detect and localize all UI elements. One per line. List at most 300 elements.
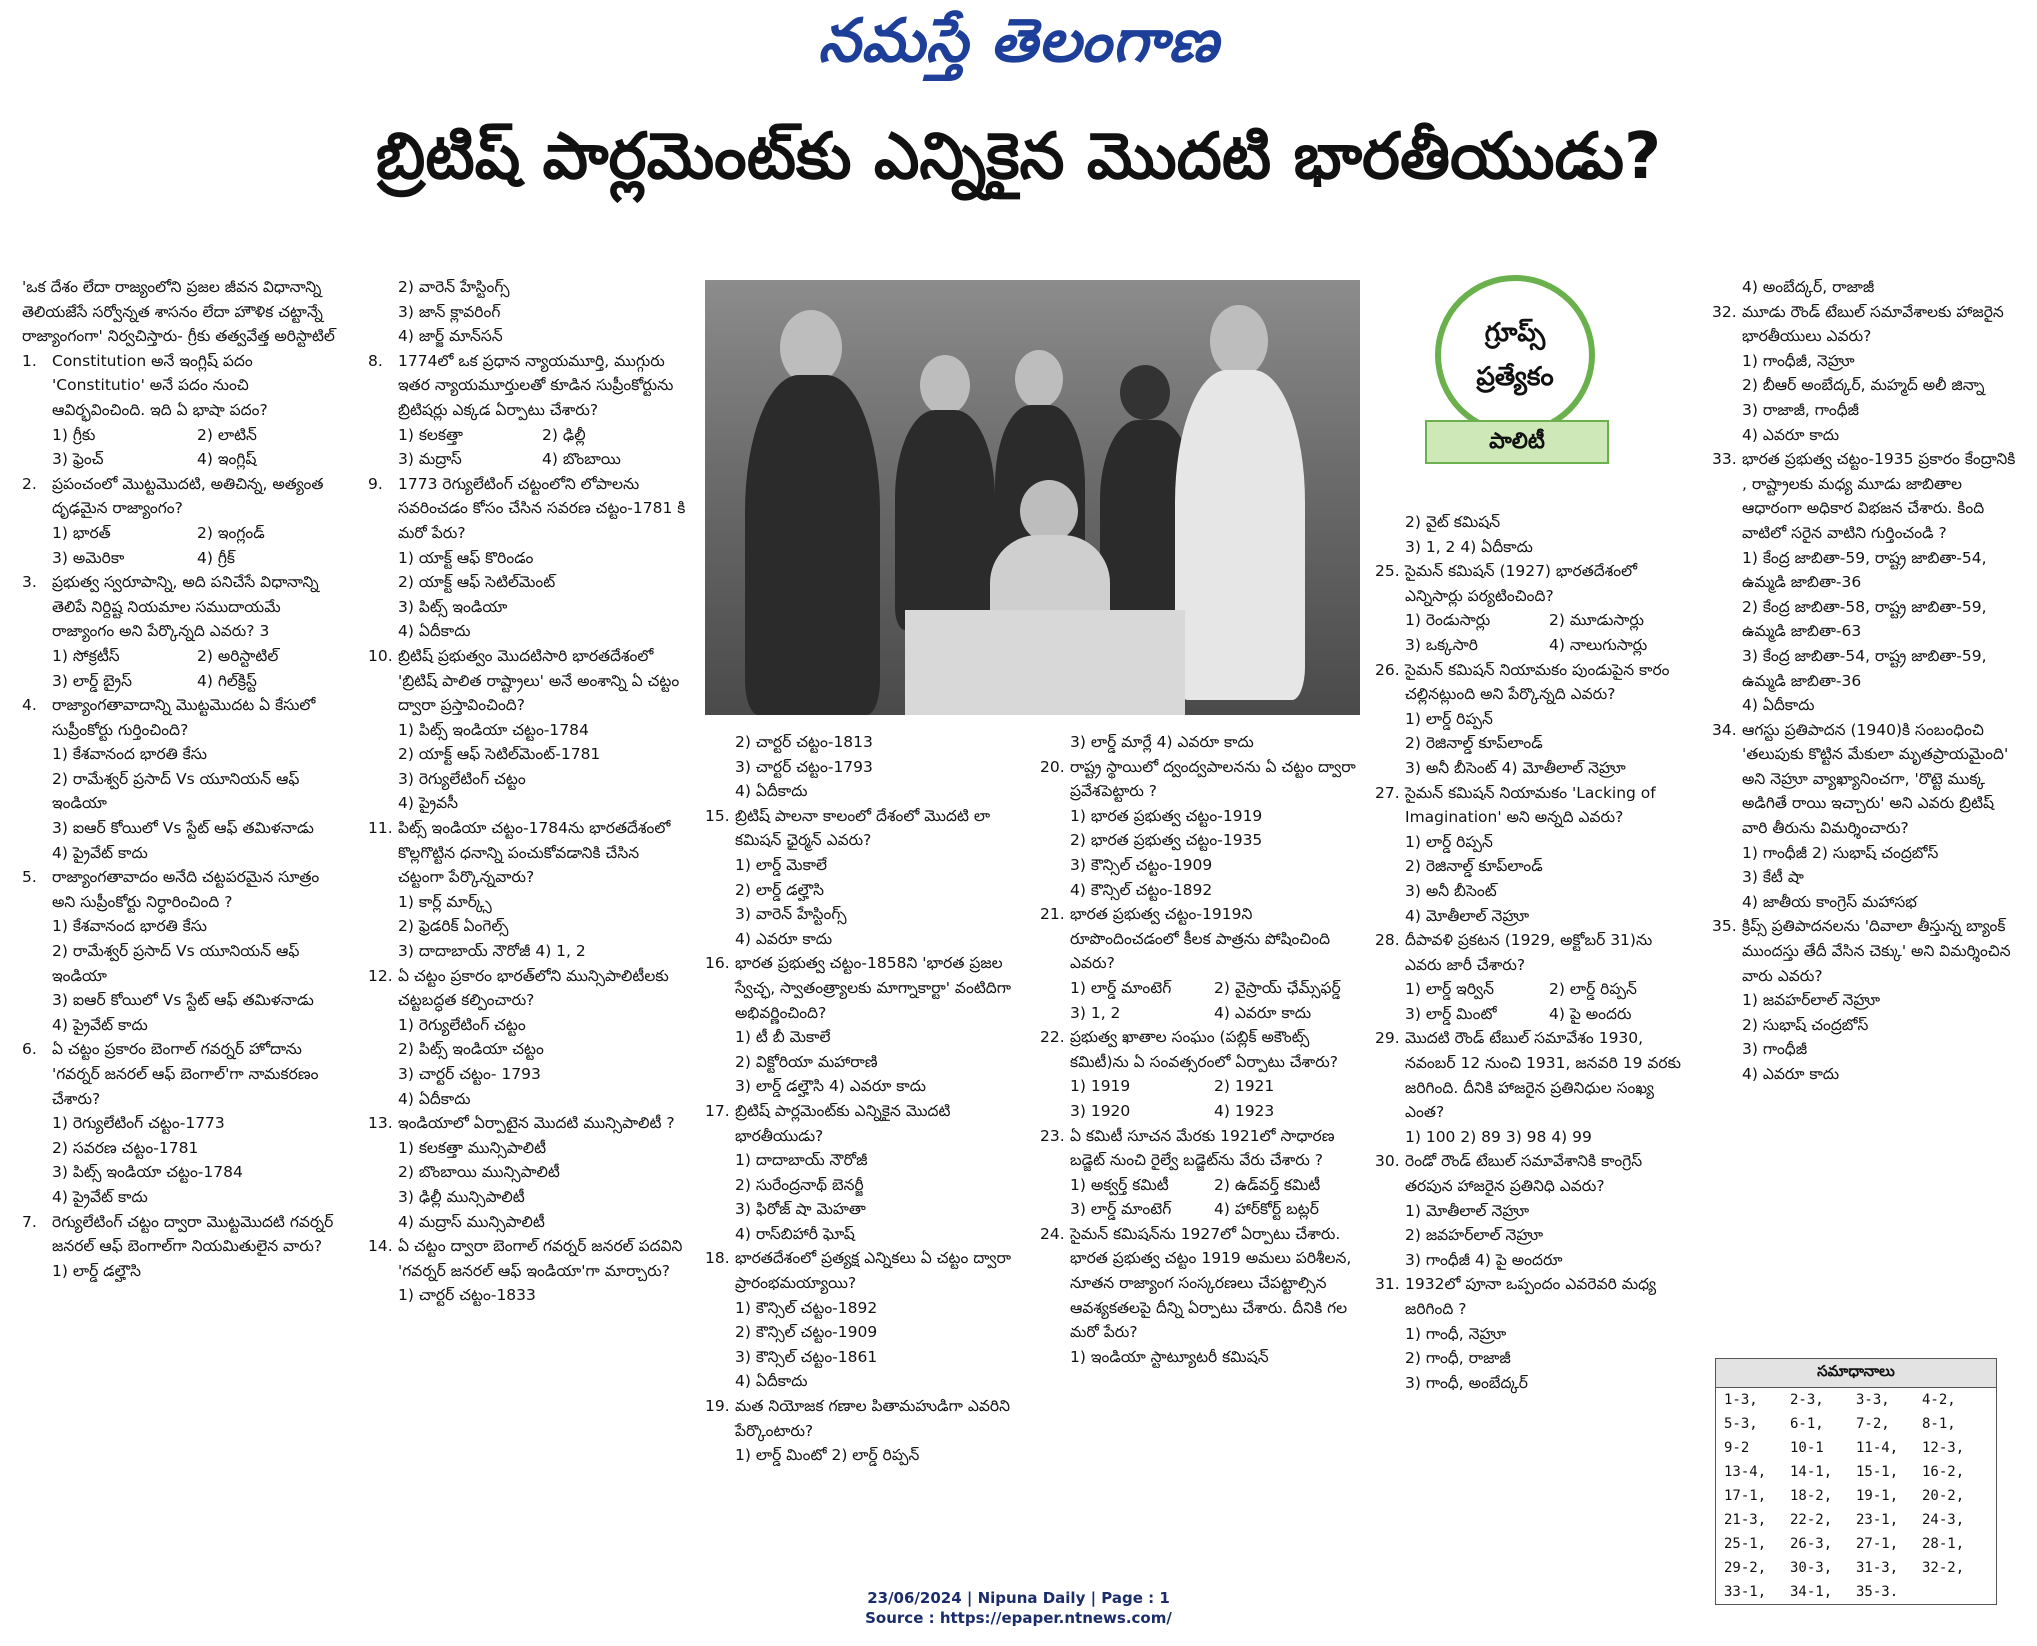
question-number: 16. xyxy=(705,954,730,973)
option-row xyxy=(1375,1002,1693,1027)
option-item: 1) గాంధీజీ 2) సుభాష్ చంద్రబోస్ xyxy=(1742,843,1939,862)
question-item xyxy=(368,964,686,1013)
answer-item: 10-1 xyxy=(1790,1440,1824,1456)
question-number: 1. xyxy=(22,351,37,370)
question-text: 1773 రెగ్యులేటింగ్ చట్టంలోని లోపాలను సవరించడం కోసం చేసిన సవరణ చట్టం-1781 కి మరో పేరు? xyxy=(398,474,686,542)
page-headline: బ్రిటిష్ పార్లమెంట్‌కు ఎన్నికైన మొదటి భారతీయుడు? xyxy=(375,120,1662,194)
question-number: 28. xyxy=(1375,931,1400,950)
answer-item: 30-3, xyxy=(1790,1560,1833,1576)
question-item xyxy=(368,644,686,718)
option-item: 1) 100 2) 89 3) 98 4) 99 xyxy=(1405,1127,1592,1146)
option-item: 3) రెగ్యులేటింగ్ చట్టం xyxy=(398,769,526,788)
question-item xyxy=(1375,928,1693,977)
question-item xyxy=(705,1394,1023,1443)
question-text: పిట్స్ ఇండియా చట్టం-1784ను భారతదేశంలో కొల్లగొట్టిన ధనాన్ని పంచుకోవడానికి చేసిన చట్టంగా పేర్కొన్నవారు? xyxy=(398,819,671,887)
answer-item: 33-1, xyxy=(1724,1584,1767,1600)
option-item: 3) అమెరికా xyxy=(52,548,125,567)
question-text: ప్రపంచంలో మొట్టమొదటి, అతిచిన్న, అత్యంత దృఢమైన రాజ్యాంగం? xyxy=(52,474,324,518)
question-text: మొదటి రౌండ్ టేబుల్ సమావేశం 1930, నవంబర్ 12 నుంచి 1931, జనవరి 19 వరకు జరిగింది. దీనికి హాజరైన ప్రతినిధుల సంఖ్య ఎంత? xyxy=(1405,1029,1682,1122)
answer-item: 3-3, xyxy=(1856,1392,1890,1408)
question-text: రెండో రౌండ్ టేబుల్ సమావేశానికి కాంగ్రెస్ తరపున హాజరైన ప్రతినిధి ఎవరు? xyxy=(1405,1152,1643,1196)
option-row xyxy=(1040,1001,1358,1026)
answer-item: 23-1, xyxy=(1856,1512,1899,1528)
question-item xyxy=(1375,559,1693,608)
intro-paragraph: 'ఒక దేశం లేదా రాజ్యంలోని ప్రజల జీవన విధానాన్ని తెలియజేసే సర్వోన్నత శాసనం లేదా హౌళిక చట్టాన్నే రాజ్యాంగంగా' నిర్వచిస్తారు- గ్రీకు తత్వవేత్త అరిస్టాటిల్ xyxy=(22,278,335,346)
option-item: 1) భారత్ xyxy=(52,523,111,542)
option-item: 3) పిట్స్ ఇండియా xyxy=(398,597,508,616)
question-item xyxy=(22,349,342,423)
question-item xyxy=(705,1099,1023,1148)
option-item: 2) కౌన్సిల్ చట్టం-1909 xyxy=(735,1323,878,1342)
option-item: 4) ప్రైవేట్ కాదు xyxy=(52,1187,148,1206)
option-item: 2) లాటిన్ xyxy=(197,425,257,444)
question-item xyxy=(1712,300,2017,349)
option-item: 1) లార్డ్ రిప్పన్ xyxy=(1405,709,1493,728)
question-text: క్రిప్స్ ప్రతిపాదనలను 'దివాలా తీస్తున్న బ్యాంక్ ముందస్తు తేదీ వేసిన చెక్కు' అని విమర్శించిన వారు ఎవరు? xyxy=(1742,917,2011,985)
footer-source-line: Source : https://epaper.ntnews.com/ xyxy=(865,1609,1172,1627)
option-item: 2) రామేశ్వర్ ప్రసాద్ Vs యూనియన్ ఆఫ్ ఇండియా xyxy=(52,942,300,985)
answer-item: 17-1, xyxy=(1724,1488,1767,1504)
question-number: 6. xyxy=(22,1040,37,1059)
question-text: ప్రభుత్వ ఖాతాల సంఘం (పబ్లిక్ అకౌంట్స్ కమిటీ)ను ఏ సంవత్సరంలో ఏర్పాటు చేశారు? xyxy=(1070,1028,1338,1071)
question-item xyxy=(1040,1124,1358,1173)
option-item: 3) గాంధీజీ xyxy=(1742,1040,1808,1059)
option-item: 1) గ్రీకు xyxy=(52,425,96,444)
answer-item: 1-3, xyxy=(1724,1392,1758,1408)
column-4 xyxy=(1040,730,1358,1369)
option-item: 2) కేంద్ర జాబితా-58, రాష్ట్ర జాబితా-59, ఉమ్మడి జాబితా-63 xyxy=(1742,597,1987,641)
option-item: 1) కేంద్ర జాబితా-59, రాష్ట్ర జాబితా-54, ఉమ్మడి జాబితా-36 xyxy=(1742,548,1987,592)
option-item: 3) చార్టర్ చట్టం-1793 xyxy=(735,757,873,776)
option-item: 2) వారెన్ హేస్టింగ్స్ xyxy=(398,278,510,296)
answer-item: 21-3, xyxy=(1724,1512,1767,1528)
badge-line-2: ప్రత్యేకం xyxy=(1476,362,1554,392)
question-text: దీపావళి ప్రకటన (1929, అక్టోబర్ 31)ను ఎవరు జారీ చేశారు? xyxy=(1405,931,1653,974)
option-item: 4) బొంబాయి xyxy=(542,450,621,469)
question-text: రెగ్యులేటింగ్ చట్టం ద్వారా మొట్టమొదటి గవర్నర్ జనరల్ ఆఫ్ బెంగాల్‌గా నియమితులైన వారు? xyxy=(52,1212,334,1256)
option-item: 3) ఫిరోజ్ షా మెహతా xyxy=(735,1200,866,1219)
option-item: 2) వైస్రాయ్ ఛేమ్స్‌ఫర్డ్ xyxy=(1214,978,1341,997)
option-item: 1) టీ బీ మెకాలే xyxy=(735,1028,831,1047)
answer-item: 15-1, xyxy=(1856,1464,1899,1480)
option-item: 4) మద్రాస్ మున్సిపాలిటీ xyxy=(398,1212,545,1231)
question-text: సైమన్ కమిషన్‌ను 1927లో ఏర్పాటు చేశారు. భారత ప్రభుత్వ చట్టం 1919 అమలు పరిశీలన, నూతన రాజ్యాంగ సంస్కరణలు చేపట్టాల్సిన ఆవశ్యకతలపై దీన్ని ఏర్పాటు చేశారు. దీనికి గల మరో పేరు? xyxy=(1070,1224,1352,1342)
answers-box xyxy=(1715,1358,1997,1605)
option-item: 4) 1923 xyxy=(1214,1101,1275,1120)
answer-item: 6-1, xyxy=(1790,1416,1824,1432)
option-item: 3) దాదాబాయ్ నౌరోజీ 4) 1, 2 xyxy=(398,942,586,961)
option-item: 3) కేటీ షా xyxy=(1742,868,1804,887)
option-item: 4) జార్జ్ మాన్‌సన్ xyxy=(398,327,503,346)
option-item: 2) పిట్స్ ఇండియా చట్టం xyxy=(398,1040,544,1059)
option-item: 1) 1919 xyxy=(1070,1077,1131,1096)
question-item xyxy=(1375,781,1693,830)
question-item xyxy=(368,1111,686,1136)
option-item: 2) బొంబాయి మున్సిపాలిటీ xyxy=(398,1163,560,1182)
answer-item: 18-2, xyxy=(1790,1488,1833,1504)
question-text: ఆగస్టు ప్రతిపాదన (1940)కి సంబంధించి 'తలుపుకు కొట్టిన మేకులా మృతప్రాయమైంది' అని నెహ్రూ వ్యాఖ్యానించగా, 'రొట్టె ముక్క అడిగితే రాయి ఇచ్చారు' అని ఎవరు బ్రిటిష్ వారి తీరును విమర్శించారు? xyxy=(1742,720,2009,838)
question-text: భారత ప్రభుత్వ చట్టం-1919ని రూపొందించడంలో కీలక పాత్రను పోషించింది ఎవరు? xyxy=(1070,905,1331,973)
option-item: 4) ఇంగ్లిష్ xyxy=(197,450,257,469)
question-text: Constitution అనే ఇంగ్లిష్ పదం 'Constitutio' అనే పదం నుంచి ఆవిర్భవించింది. ఇది ఏ భాషా పదం? xyxy=(52,351,268,419)
answer-item: 26-3, xyxy=(1790,1536,1833,1552)
option-row xyxy=(1040,1099,1358,1124)
question-number: 5. xyxy=(22,868,37,887)
question-text: సైమన్ కమిషన్ నియామకం 'Lacking of Imagination' అని అన్నది ఎవరు? xyxy=(1405,783,1656,827)
option-item: 3) జాన్ క్లావరింగ్ xyxy=(398,302,501,321)
question-number: 25. xyxy=(1375,562,1400,581)
option-item: 1) లార్డ్ రిప్పన్ xyxy=(1405,832,1493,851)
option-item: 4) ఎవరూ కాదు xyxy=(1742,425,1840,444)
option-item: 1) యాక్ట్ ఆఫ్ కొరిండం xyxy=(398,548,534,567)
question-number: 14. xyxy=(368,1237,393,1256)
option-row xyxy=(368,447,686,472)
option-item: 4) హార్‌కోర్ట్ బట్లర్ xyxy=(1214,1200,1319,1219)
question-text: భారతదేశంలో ప్రత్యక్ష ఎన్నికలు ఏ చట్టం ద్వారా ప్రారంభమయ్యాయి? xyxy=(735,1249,1011,1293)
option-item: 2) మూడుసార్లు xyxy=(1549,611,1644,630)
option-item: 1) దాదాబాయ్ నౌరోజీ xyxy=(735,1151,868,1170)
question-item xyxy=(368,349,686,423)
option-item: 1) మోతీలాల్ నెహ్రూ xyxy=(1405,1201,1530,1220)
option-item: 4) ప్రైవేట్ కాదు xyxy=(52,1015,148,1034)
option-item: 4) ఏదీకాదు xyxy=(735,1372,808,1391)
answer-item: 32-2, xyxy=(1922,1560,1965,1576)
footer-date-line: 23/06/2024 | Nipuna Daily | Page : 1 xyxy=(867,1589,1170,1607)
question-text: భారత ప్రభుత్వ చట్టం-1858ని 'భారత ప్రజల స్వేచ్ఛ, స్వాతంత్ర్యాలకు మాగ్నాకార్టా' వంటిదిగా అభివర్ణించింది? xyxy=(735,954,1012,1022)
column-6 xyxy=(1712,275,2017,1087)
option-item: 4) గిల్‌క్రిస్ట్ xyxy=(197,671,257,690)
question-text: రాజ్యాంగతావాదాన్ని మొట్టమొదట ఏ కేసులో సుప్రీంకోర్టు గుర్తించింది? xyxy=(52,696,316,739)
option-item: 2) ఢిల్లీ xyxy=(542,425,586,444)
option-item: 2) రెజినాల్డ్ కూప్‌లాండ్ xyxy=(1405,857,1543,876)
option-item: 4) పై అందరు xyxy=(1549,1004,1632,1023)
option-item: 4) ప్రైవేట్ కాదు xyxy=(52,843,148,862)
option-row xyxy=(1375,633,1693,658)
question-item xyxy=(1375,658,1693,707)
question-item xyxy=(1040,755,1358,804)
question-text: బ్రిటిష్ ప్రభుత్వం మొదటిసారి భారతదేశంలో 'బ్రిటిష్ పాలిత రాష్ట్రాలు' అనే అంశాన్ని ఏ చట్టం ద్వారా ప్రస్తావించింది? xyxy=(398,646,680,715)
option-item: 4) ఏదీకాదు xyxy=(398,1089,471,1108)
option-item: 2) సుభాష్ చంద్రబోస్ xyxy=(1742,1015,1869,1034)
question-item xyxy=(1712,914,2017,988)
question-number: 33. xyxy=(1712,450,1737,469)
option-row xyxy=(1040,976,1358,1001)
option-item: 1) గాంధీ, నెహ్రూ xyxy=(1405,1324,1507,1343)
answers-grid xyxy=(1716,1388,1996,1604)
question-text: బ్రిటిష్ పార్లమెంట్‌కు ఎన్నికైన మొదటి భారతీయుడు? xyxy=(735,1101,951,1145)
question-number: 27. xyxy=(1375,783,1400,802)
question-text: ప్రభుత్వ స్వరూపాన్ని, అది పనిచేసే విధానాన్ని తెలిపే నిర్దిష్ట నియమాల సముదాయమే రాజ్యాంగం అని పేర్కొన్నది ఎవరు? 3 xyxy=(52,573,319,641)
option-row xyxy=(1040,1173,1358,1198)
option-row xyxy=(1375,977,1693,1002)
option-item: 3) కౌన్సిల్ చట్టం-1909 xyxy=(1070,855,1213,874)
question-item xyxy=(705,804,1023,853)
option-row xyxy=(22,423,342,448)
question-number: 7. xyxy=(22,1212,37,1231)
option-item: 1) లార్డ్ మాంటెగ్ xyxy=(1070,978,1172,997)
option-item: 4) ఎవరూ కాదు xyxy=(1214,1003,1312,1022)
option-item: 3) గాంధీజీ 4) పై అందరూ xyxy=(1405,1250,1563,1269)
question-number: 18. xyxy=(705,1249,730,1268)
option-row xyxy=(1040,1074,1358,1099)
option-item: 4) నాలుగుసార్లు xyxy=(1549,635,1648,654)
option-item: 4) గ్రీక్ xyxy=(197,548,235,567)
option-item: 1) భారత ప్రభుత్వ చట్టం-1919 xyxy=(1070,806,1263,825)
question-text: రాష్ట్ర స్థాయిలో ద్వంద్వపాలనను ఏ చట్టం ద్వారా ప్రవేశపెట్టారు ? xyxy=(1070,757,1356,801)
question-item xyxy=(1040,1222,1358,1345)
option-item: 2) గాంధీ, రాజాజీ xyxy=(1405,1349,1511,1368)
column-1 xyxy=(22,275,342,1283)
option-item: 3) అనీ బీసెంట్ 4) మోతీలాల్ నెహ్రూ xyxy=(1405,758,1626,777)
answer-item: 20-2, xyxy=(1922,1488,1965,1504)
option-item: 2) ఉడ్‌వర్త్ కమిటీ xyxy=(1214,1175,1321,1194)
answer-item: 11-4, xyxy=(1856,1440,1899,1456)
question-number: 30. xyxy=(1375,1152,1400,1171)
column-3 xyxy=(705,730,1023,1468)
question-item xyxy=(1375,1026,1693,1124)
answer-item: 31-3, xyxy=(1856,1560,1899,1576)
option-row xyxy=(1040,1197,1358,1222)
option-item: 3) 1, 2 4) ఏదీకాదు xyxy=(1405,537,1533,556)
answer-item: 13-4, xyxy=(1724,1464,1767,1480)
question-number: 3. xyxy=(22,573,37,592)
option-item: 3) లార్డ్ మాంటెగ్ xyxy=(1070,1200,1172,1219)
question-text: సైమన్ కమిషన్ (1927) భారతదేశంలో ఎన్నిసార్లు పర్యటించింది? xyxy=(1405,562,1638,605)
option-row xyxy=(22,546,342,571)
option-item: 2) వైట్ కమిషన్ xyxy=(1405,513,1501,531)
option-item: 2) 1921 xyxy=(1214,1077,1275,1096)
question-item xyxy=(1375,1272,1693,1321)
option-item: 3) లార్డ్ మార్లే 4) ఎవరూ కాదు xyxy=(1070,733,1254,751)
question-item xyxy=(1040,902,1358,976)
option-item: 4) ఏదీకాదు xyxy=(398,622,471,641)
question-item xyxy=(705,951,1023,1025)
option-item: 2) చార్టర్ చట్టం-1813 xyxy=(735,733,873,751)
page-footer xyxy=(0,1588,2037,1628)
question-number: 24. xyxy=(1040,1224,1065,1243)
question-number: 32. xyxy=(1712,302,1737,321)
question-text: రాజ్యాంగతావాదం అనేది చట్టపరమైన సూత్రం అని సుప్రీంకోర్టు నిర్ధారించింది ? xyxy=(52,868,320,911)
question-number: 17. xyxy=(705,1101,730,1120)
badge-line-1: గ్రూప్స్ xyxy=(1484,318,1546,348)
question-text: 1774లో ఒక ప్రధాన న్యాయమూర్తి, ముగ్గురు ఇతర న్యాయమూర్తులతో కూడిన సుప్రీంకోర్టును బ్రిటిషర్లు ఎక్కడ ఏర్పాటు చేశారు? xyxy=(398,351,674,419)
option-item: 4) కౌన్సిల్ చట్టం-1892 xyxy=(1070,880,1213,899)
option-item: 3) లార్డ్ డల్హౌసి 4) ఎవరూ కాదు xyxy=(735,1077,927,1096)
option-item: 3) కేంద్ర జాబితా-54, రాష్ట్ర జాబితా-59, ఉమ్మడి జాబితా-36 xyxy=(1742,646,1987,690)
option-row xyxy=(22,521,342,546)
option-item: 1) కలకత్తా మున్సిపాలిటీ xyxy=(398,1138,547,1157)
question-number: 20. xyxy=(1040,757,1065,776)
column-2 xyxy=(368,275,686,1308)
option-item: 3) 1920 xyxy=(1070,1101,1131,1120)
option-item: 3) ఐఆర్ కోయిలో Vs స్టేట్ ఆఫ్ తమిళనాడు xyxy=(52,819,314,838)
question-number: 23. xyxy=(1040,1126,1065,1145)
question-item xyxy=(1040,1025,1358,1074)
option-item: 3) లార్డ్ మింటో xyxy=(1405,1004,1497,1023)
option-item: 3) వారెన్ హేస్టింగ్స్ xyxy=(735,905,847,924)
question-item xyxy=(22,865,342,914)
question-text: సైమన్ కమిషన్ నియామకం పుండుపైన కారం చల్లినట్లుంది అని పేర్కొన్నది ఎవరు? xyxy=(1405,660,1670,704)
answer-item: 25-1, xyxy=(1724,1536,1767,1552)
option-item: 3) ఐఆర్ కోయిలో Vs స్టేట్ ఆఫ్ తమిళనాడు xyxy=(52,991,314,1010)
option-item: 3) కౌన్సిల్ చట్టం-1861 xyxy=(735,1347,878,1366)
option-item: 4) అంబేద్కర్, రాజాజీ xyxy=(1742,278,1875,296)
option-item: 3) ఒక్కసారి xyxy=(1405,635,1478,654)
question-item xyxy=(22,570,342,644)
option-row xyxy=(22,669,342,694)
option-item: 1) కౌన్సిల్ చట్టం-1892 xyxy=(735,1298,878,1317)
option-item: 1) లార్డ్ ఇర్విన్ xyxy=(1405,980,1495,999)
question-text: మూడు రౌండ్ టేబుల్ సమావేశాలకు హాజరైన భారతీయులు ఎవరు? xyxy=(1742,302,2004,346)
answer-item: 22-2, xyxy=(1790,1512,1833,1528)
question-number: 34. xyxy=(1712,720,1737,739)
question-item xyxy=(368,472,686,546)
option-item: 4) మోతీలాల్ నెహ్రూ xyxy=(1405,906,1530,925)
answer-item: 16-2, xyxy=(1922,1464,1965,1480)
question-item xyxy=(368,816,686,890)
question-item xyxy=(22,1210,342,1259)
option-item: 1) లార్డ్ మెకాలే xyxy=(735,855,828,874)
option-item: 1) సోక్రటీస్ xyxy=(52,646,120,665)
question-item xyxy=(1375,1149,1693,1198)
option-item: 3) ఢిల్లీ మున్సిపాలిటీ xyxy=(398,1187,525,1206)
question-number: 31. xyxy=(1375,1275,1400,1294)
question-item xyxy=(1712,447,2017,545)
question-number: 9. xyxy=(368,474,383,493)
option-item: 4) ఏదీకాదు xyxy=(1742,696,1815,715)
option-item: 3) ఫ్రెంచ్ xyxy=(52,450,104,469)
answer-item: 35-3. xyxy=(1856,1584,1899,1600)
question-item xyxy=(22,693,342,742)
question-text: భారత ప్రభుత్వ చట్టం-1935 ప్రకారం కేంద్రానికి , రాష్ట్రాలకు మధ్య మూడు జాబితాల ఆధారంగా అధికార విభజన చేశారు. కింది వాటిలో సరైన వాటిని గుర్తించండి ? xyxy=(1742,450,2016,542)
historical-photo xyxy=(705,280,1360,715)
option-item: 1) రెగ్యులేటింగ్ చట్టం-1773 xyxy=(52,1114,225,1133)
option-item: 4) ప్రైవసీ xyxy=(398,794,459,813)
option-row xyxy=(22,447,342,472)
answer-item: 34-1, xyxy=(1790,1584,1833,1600)
question-item xyxy=(368,1234,686,1283)
answer-item: 12-3, xyxy=(1922,1440,1965,1456)
option-item: 2) ఫ్రెడరిక్ ఏంగెల్స్ xyxy=(398,917,509,936)
option-item: 1) కార్ల్ మార్క్స్ xyxy=(398,892,492,911)
question-number: 4. xyxy=(22,696,37,715)
option-item: 4) రాస్‌బిహారీ ఘోష్ xyxy=(735,1224,855,1243)
answer-item: 5-3, xyxy=(1724,1416,1758,1432)
option-item: 3) మద్రాస్ xyxy=(398,450,462,469)
answer-item: 29-2, xyxy=(1724,1560,1767,1576)
option-item: 2) బీఆర్ అంబేద్కర్, మహ్మద్ అలీ జిన్నా xyxy=(1742,376,1985,395)
option-item: 4) ఎవరూ కాదు xyxy=(1742,1065,1840,1083)
question-number: 35. xyxy=(1712,917,1737,936)
option-item: 2) జవహర్‌లాల్ నెహ్రూ xyxy=(1405,1226,1544,1245)
option-item: 1) లార్డ్ డల్హౌసి xyxy=(52,1261,142,1280)
answer-item: 19-1, xyxy=(1856,1488,1899,1504)
question-text: ఏ చట్టం ప్రకారం బెంగాల్ గవర్నర్ హోదాను 'గవర్నర్ జనరల్ ఆఫ్ బెంగాల్'గా నామకరణం చేశారు? xyxy=(52,1040,319,1108)
question-text: ఏ చట్టం ప్రకారం భారత్‌లోని మున్సిపాలిటీలకు చట్టబద్ధత కల్పించారు? xyxy=(398,966,669,1010)
option-item: 1) అక్వర్త్ కమిటీ xyxy=(1070,1175,1169,1194)
groups-special-badge xyxy=(1415,275,1615,485)
question-item xyxy=(1712,718,2017,841)
option-item: 1) రెగ్యులేటింగ్ చట్టం xyxy=(398,1015,526,1034)
badge-circle xyxy=(1435,275,1595,435)
question-number: 26. xyxy=(1375,660,1400,679)
question-number: 13. xyxy=(368,1114,393,1133)
option-item: 2) రామేశ్వర్ ప్రసాద్ Vs యూనియన్ ఆఫ్ ఇండియా xyxy=(52,769,300,813)
option-item: 1) పిట్స్ ఇండియా చట్టం-1784 xyxy=(398,720,589,739)
option-item: 1) చార్టర్ చట్టం-1833 xyxy=(398,1286,536,1305)
option-item: 2) యాక్ట్ ఆఫ్ సెటిల్‌మెంట్-1781 xyxy=(398,745,601,764)
question-number: 11. xyxy=(368,819,393,838)
option-item: 3) అనీ బీసెంట్ xyxy=(1405,881,1497,900)
question-text: మత నియోజక గణాల పితామహుడిగా ఎవరిని పేర్కొంటారు? xyxy=(735,1397,1010,1440)
answer-item: 9-2 xyxy=(1724,1440,1750,1456)
option-item: 1) రెండుసార్లు xyxy=(1405,611,1491,630)
question-number: 8. xyxy=(368,351,383,370)
question-number: 12. xyxy=(368,966,393,985)
question-text: ఏ చట్టం ద్వారా బెంగాల్ గవర్నర్ జనరల్ పదవిని 'గవర్నర్ జనరల్ ఆఫ్ ఇండియా'గా మార్చారు? xyxy=(398,1237,683,1280)
option-item: 2) విక్టోరియా మహారాణి xyxy=(735,1052,878,1071)
option-item: 2) భారత ప్రభుత్వ చట్టం-1935 xyxy=(1070,831,1263,850)
option-item: 2) రెజినాల్డ్ కూప్‌లాండ్ xyxy=(1405,734,1543,753)
question-number: 2. xyxy=(22,474,37,493)
answer-item: 7-2, xyxy=(1856,1416,1890,1432)
option-item: 2) ఇంగ్లండ్ xyxy=(197,523,265,542)
option-item: 1) లార్డ్ మింటో 2) లార్డ్ రిప్పన్ xyxy=(735,1446,920,1465)
option-item: 3) గాంధీ, అంబేద్కర్ xyxy=(1405,1373,1528,1392)
option-item: 2) అరిస్టాటిల్ xyxy=(197,646,279,665)
option-item: 1) ఇండియా స్టాట్యూటరీ కమిషన్ xyxy=(1070,1347,1269,1366)
masthead-logo: నమస్తే తెలంగాణ xyxy=(817,6,1220,76)
option-item: 4) ఎవరూ కాదు xyxy=(735,929,833,948)
option-row xyxy=(368,423,686,448)
option-item: 3) 1, 2 xyxy=(1070,1003,1121,1022)
option-item: 1) కేశవానంద భారతి కేసు xyxy=(52,745,208,764)
question-item xyxy=(705,1246,1023,1295)
question-number: 19. xyxy=(705,1397,730,1416)
column-5 xyxy=(1375,510,1693,1395)
option-item: 1) జవహర్‌లాల్ నెహ్రూ xyxy=(1742,991,1881,1010)
badge-band: పాలిటీ xyxy=(1425,420,1609,464)
question-text: ఇండియాలో ఏర్పాటైన మొదటి మున్సిపాలిటీ ? xyxy=(398,1114,675,1133)
answer-item: 27-1, xyxy=(1856,1536,1899,1552)
option-item: 3) లార్డ్ బ్రైస్ xyxy=(52,671,132,690)
option-item: 3) రాజాజీ, గాంధీజీ xyxy=(1742,400,1859,419)
option-item: 2) సురేంద్రనాథ్ బెనర్జీ xyxy=(735,1175,864,1194)
answer-item: 8-1, xyxy=(1922,1416,1956,1432)
question-item xyxy=(22,1037,342,1111)
option-item: 4) జాతీయ కాంగ్రెస్ మహాసభ xyxy=(1742,892,1917,911)
option-item: 4) ఏదీకాదు xyxy=(735,782,808,801)
answer-item: 2-3, xyxy=(1790,1392,1824,1408)
question-text: 1932లో పూనా ఒప్పందం ఎవరెవరి మధ్య జరిగింది ? xyxy=(1405,1275,1657,1318)
answer-item: 14-1, xyxy=(1790,1464,1833,1480)
option-item: 1) గాంధీజీ, నెహ్రూ xyxy=(1742,351,1855,370)
question-item xyxy=(22,472,342,521)
option-item: 2) సవరణ చట్టం-1781 xyxy=(52,1138,199,1157)
option-item: 2) లార్డ్ డల్హౌసి xyxy=(735,880,825,899)
option-item: 1) కలకత్తా xyxy=(398,425,463,444)
option-row xyxy=(1375,608,1693,633)
question-text: బ్రిటిష్ పాలనా కాలంలో దేశంలో మొదటి లా కమిషన్ ఛైర్మన్ ఎవరు? xyxy=(735,806,991,850)
question-number: 10. xyxy=(368,646,393,665)
question-number: 21. xyxy=(1040,905,1065,924)
option-item: 2) లార్డ్ రిప్పన్ xyxy=(1549,980,1637,999)
option-item: 3) పిట్స్ ఇండియా చట్టం-1784 xyxy=(52,1163,243,1182)
option-item: 1) కేశవానంద భారతి కేసు xyxy=(52,917,208,936)
answer-item: 4-2, xyxy=(1922,1392,1956,1408)
option-item: 2) యాక్ట్ ఆఫ్ సెటిల్‌మెంట్ xyxy=(398,573,556,592)
option-row xyxy=(22,644,342,669)
